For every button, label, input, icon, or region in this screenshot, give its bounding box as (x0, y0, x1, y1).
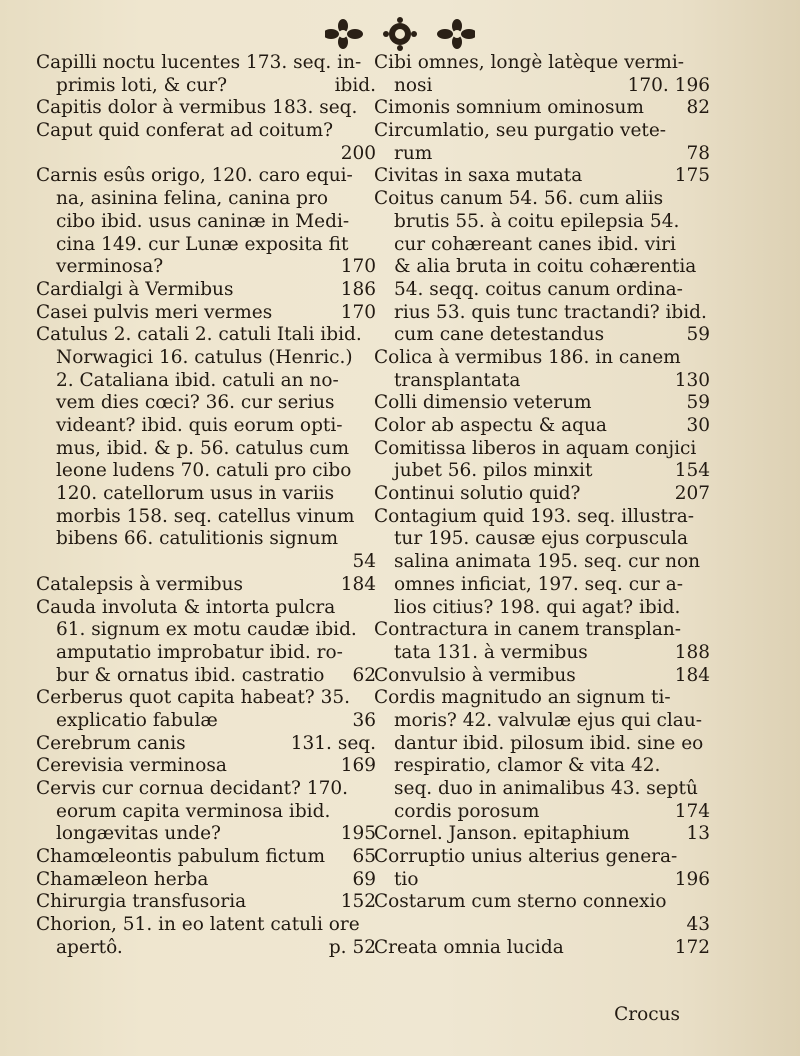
page-reference: 78 (686, 142, 710, 164)
page-reference: 172 (674, 936, 710, 958)
page-reference: 82 (686, 97, 710, 119)
entry-text: transplantata (394, 369, 521, 391)
index-entry-line (374, 914, 710, 937)
index-entry-line (374, 415, 710, 438)
entry-text: Cauda involuta & intorta pulcra (36, 596, 336, 618)
index-entry-line (36, 165, 376, 188)
index-entry-line (36, 52, 376, 75)
index-entry-line (36, 392, 376, 415)
page-reference: 154 (674, 460, 710, 482)
page-reference: 36 (352, 709, 376, 731)
index-entry-line (36, 188, 376, 211)
entry-text: Contractura in canem transplan- (374, 619, 682, 641)
index-entry-line (36, 302, 376, 325)
entry-text: 54. seqq. coitus canum ordina- (394, 278, 683, 300)
index-entry-line (374, 778, 710, 801)
index-entry-line (374, 665, 710, 688)
index-entry-line (36, 801, 376, 824)
entry-text: Norwagici 16. catulus (Henric.) (56, 346, 353, 368)
page-reference: 200 (340, 142, 376, 164)
index-entry-line (374, 370, 710, 393)
index-entry-line (36, 823, 376, 846)
entry-text: dantur ibid. pilosum ibid. sine eo (394, 732, 704, 754)
header-ornament (0, 14, 800, 54)
index-entry-line (36, 97, 376, 120)
index-entry-line (374, 392, 710, 415)
entry-text: Convulsio à vermibus (374, 664, 576, 686)
entry-text: Contagium quid 193. seq. illustra- (374, 505, 695, 527)
entry-text: Cerberus quot capita habeat? 35. (36, 687, 350, 709)
index-entry-line (374, 755, 710, 778)
index-entry-line (374, 302, 710, 325)
index-entry-line (374, 52, 710, 75)
index-entry-line (374, 710, 710, 733)
index-entry-line (374, 165, 710, 188)
page-reference: 207 (674, 483, 710, 505)
index-entry-line (374, 846, 710, 869)
index-entry-line (36, 710, 376, 733)
index-entry-line (374, 438, 710, 461)
entry-text: videant? ibid. quis eorum opti- (56, 415, 343, 436)
entry-text: Color ab aspectu & aqua (374, 415, 607, 436)
entry-text: cum cane detestandus (394, 324, 605, 346)
index-column-left (36, 52, 376, 960)
page-reference: ibid. (334, 74, 376, 96)
entry-text: 2. Cataliana ibid. catuli an no- (56, 369, 339, 391)
entry-text: bibens 66. catulitionis signum (56, 528, 339, 550)
index-entry-line (36, 642, 376, 665)
index-entry-line (36, 665, 376, 688)
index-entry-line (36, 551, 376, 574)
entry-text: cur cohæreant canes ibid. viri (394, 233, 676, 255)
entry-text: Coitus canum 54. 56. cum aliis (374, 188, 664, 210)
entry-text: Cerevisia verminosa (36, 755, 227, 777)
index-entry-line (374, 574, 710, 597)
index-entry-line (374, 551, 710, 574)
index-entry-line (374, 937, 710, 960)
entry-text: brutis 55. à coitu epilepsia 54. (394, 210, 680, 232)
index-entry-line (36, 483, 376, 506)
entry-text: lios citius? 198. qui agat? ibid. (394, 596, 681, 618)
entry-text: cordis porosum (394, 800, 540, 822)
index-entry-line (374, 234, 710, 257)
entry-text: Cerebrum canis (36, 732, 186, 754)
index-entry-line (36, 415, 376, 438)
index-entry-line (374, 687, 710, 710)
entry-text: mus, ibid. & p. 56. catulus cum (56, 437, 350, 459)
index-entry-line (36, 120, 376, 143)
entry-text: Chamæleon herba (36, 868, 209, 890)
entry-text: Colli dimensio veterum (374, 392, 592, 414)
index-entry-line (36, 574, 376, 597)
index-entry-line (374, 823, 710, 846)
index-entry-line (36, 211, 376, 234)
index-entry-line (374, 869, 710, 892)
index-entry-line (374, 97, 710, 120)
index-entry-line (374, 506, 710, 529)
index-entry-line (36, 460, 376, 483)
entry-text: verminosa? (56, 256, 164, 278)
page-reference: 195 (340, 823, 376, 845)
catchword: Crocus (614, 1004, 680, 1025)
entry-text: Chorion, 51. in eo latent catuli ore (36, 914, 360, 936)
page-reference: 43 (686, 914, 710, 936)
entry-text: respiratio, clamor & vita 42. (394, 755, 661, 777)
index-entry-line (36, 755, 376, 778)
entry-text: Comitissa liberos in aquam conjici (374, 437, 697, 459)
page-reference: 69 (352, 868, 376, 890)
page-reference: 152 (340, 891, 376, 913)
page-reference: 170 (340, 256, 376, 278)
page-reference: 59 (686, 392, 710, 414)
page-reference: 130 (674, 369, 710, 391)
index-entry-line (36, 370, 376, 393)
index-entry-line (36, 256, 376, 279)
page-reference: 184 (340, 573, 376, 595)
entry-text: Cimonis somnium ominosum (374, 97, 644, 119)
index-entry-line (374, 188, 710, 211)
entry-text: Capilli noctu lucentes 173. seq. in- (36, 52, 362, 73)
entry-text: primis loti, & cur? (56, 74, 227, 96)
entry-text: cibo ibid. usus caninæ in Medi- (56, 210, 350, 232)
index-column-right (374, 52, 710, 960)
entry-text: rum (394, 142, 433, 164)
entry-text: Cervis cur cornua decidant? 170. (36, 778, 349, 799)
entry-text: apertô. (56, 936, 123, 958)
entry-text: Chamœleontis pabulum fictum (36, 846, 326, 868)
entry-text: Cornel. Janson. epitaphium (374, 823, 630, 845)
entry-text: nosi (394, 74, 433, 96)
page-reference: 65 (352, 846, 376, 868)
entry-text: eorum capita verminosa ibid. (56, 800, 331, 822)
index-entry-line (36, 891, 376, 914)
entry-text: cina 149. cur Lunæ exposita fit (56, 233, 349, 255)
entry-text: Cardialgi à Vermibus (36, 278, 234, 300)
index-entry-line (36, 528, 376, 551)
entry-text: Chirurgia transfusoria (36, 891, 247, 913)
index-entry-line (374, 891, 710, 914)
index-entry-line (36, 506, 376, 529)
index-entry-line (374, 733, 710, 756)
entry-text: morbis 158. seq. catellus vinum (56, 505, 355, 527)
entry-text: Continui solutio quid? (374, 483, 581, 505)
index-entry-line (36, 733, 376, 756)
entry-text: na, asinina felina, canina pro (56, 188, 329, 210)
entry-text: tur 195. causæ ejus corpuscula (394, 528, 689, 550)
page-reference: 13 (686, 823, 710, 845)
index-entry-line (374, 597, 710, 620)
entry-text: 61. signum ex motu caudæ ibid. (56, 619, 357, 641)
entry-text: salina animata 195. seq. cur non (394, 551, 701, 573)
index-entry-line (374, 256, 710, 279)
index-entry-line (36, 347, 376, 370)
entry-text: leone ludens 70. catuli pro cibo (56, 460, 352, 482)
page-reference: 174 (674, 800, 710, 822)
entry-text: seq. duo in animalibus 43. septû (394, 778, 698, 799)
index-entry-line (374, 483, 710, 506)
entry-text: jubet 56. pilos minxit (394, 460, 593, 482)
index-entry-line (36, 619, 376, 642)
page-reference: 186 (340, 278, 376, 300)
entry-text: Circumlatio, seu purgatio vete- (374, 120, 667, 142)
index-entry-line (374, 801, 710, 824)
index-entry-line (36, 778, 376, 801)
entry-text: Catalepsis à vermibus (36, 573, 244, 595)
index-entry-line (36, 143, 376, 166)
index-entry-line (374, 75, 710, 98)
entry-text: vem dies cœci? 36. cur serius (56, 392, 335, 414)
entry-text: moris? 42. valvulæ ejus qui clau- (394, 709, 702, 731)
entry-text: explicatio fabulæ (56, 709, 218, 731)
entry-text: Casei pulvis meri vermes (36, 301, 273, 323)
entry-text: Carnis esûs origo, 120. caro equi- (36, 165, 353, 187)
entry-text: Catulus 2. catali 2. catuli Itali ibid. (36, 324, 362, 346)
index-entry-line (374, 347, 710, 370)
entry-text: Civitas in saxa mutata (374, 165, 583, 187)
entry-text: Colica à vermibus 186. in canem (374, 346, 681, 368)
page-reference: 59 (686, 324, 710, 346)
page-reference: 170. 196 (627, 74, 710, 96)
entry-text: rius 53. quis tunc tractandi? ibid. (394, 301, 707, 323)
page-reference: 169 (340, 755, 376, 777)
page-reference: 196 (674, 868, 710, 890)
index-entry-line (36, 937, 376, 960)
entry-text: omnes inficiat, 197. seq. cur a- (394, 573, 683, 595)
entry-text: longævitas unde? (56, 823, 221, 845)
index-entry-line (36, 869, 376, 892)
index-entry-line (36, 279, 376, 302)
entry-text: Creata omnia lucida (374, 936, 564, 958)
index-entry-line (374, 120, 710, 143)
entry-text: Cibi omnes, longè latèque vermi- (374, 52, 685, 73)
page-reference: 30 (686, 415, 710, 436)
index-entry-line (36, 914, 376, 937)
page-reference: 184 (674, 664, 710, 686)
page-reference: p. 52 (328, 936, 376, 958)
index-entry-line (374, 143, 710, 166)
page-reference: 175 (674, 165, 710, 187)
page-reference: 131. seq. (290, 732, 376, 754)
index-entry-line (36, 75, 376, 98)
index-entry-line (374, 642, 710, 665)
page-reference: 54 (352, 551, 376, 573)
index-entry-line (374, 528, 710, 551)
entry-text: tata 131. à vermibus (394, 641, 588, 663)
index-entry-line (36, 687, 376, 710)
index-entry-line (374, 279, 710, 302)
page-reference: 170 (340, 301, 376, 323)
index-entry-line (36, 597, 376, 620)
entry-text: Costarum cum sterno connexio (374, 891, 667, 913)
entry-text: Corruptio unius alterius genera- (374, 846, 678, 868)
entry-text: 120. catellorum usus in variis (56, 483, 335, 505)
index-entry-line (36, 846, 376, 869)
index-entry-line (374, 324, 710, 347)
entry-text: Capitis dolor à vermibus 183. seq. (36, 97, 358, 119)
entry-text: Caput quid conferat ad coitum? (36, 120, 334, 142)
entry-text: Cordis magnitudo an signum ti- (374, 687, 671, 709)
index-entry-line (36, 324, 376, 347)
entry-text: amputatio improbatur ibid. ro- (56, 641, 343, 663)
index-entry-line (374, 211, 710, 234)
index-entry-line (374, 619, 710, 642)
page-reference: 188 (674, 641, 710, 663)
entry-text: tio (394, 868, 419, 890)
page-reference: 62 (352, 664, 376, 686)
index-entry-line (36, 234, 376, 257)
index-entry-line (36, 438, 376, 461)
index-entry-line (374, 460, 710, 483)
entry-text: & alia bruta in coitu cohærentia (394, 256, 697, 278)
entry-text: bur & ornatus ibid. castratio (56, 664, 325, 686)
